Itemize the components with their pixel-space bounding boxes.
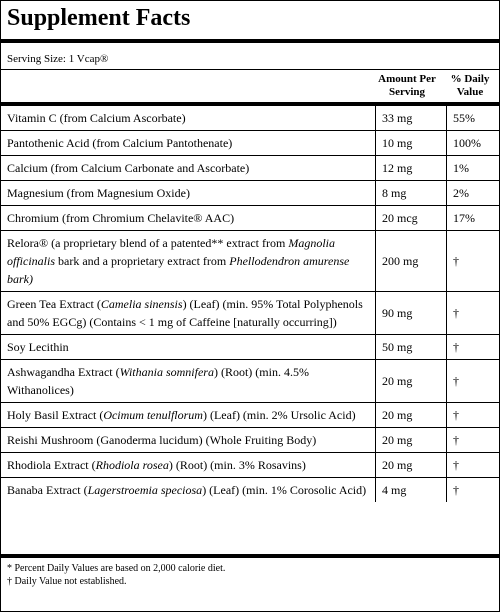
- amount-cell: 20 mg: [376, 453, 447, 478]
- ingredient-name-segment: Rhodiola rosea: [95, 458, 169, 472]
- daily-value-cell: 1%: [447, 156, 500, 181]
- daily-value-cell: †: [447, 292, 500, 335]
- ingredient-name: [1, 478, 376, 503]
- ingredient-name-segment: Ocimum tenulflorum: [103, 408, 203, 422]
- header-amount: Amount Per Serving: [378, 73, 436, 98]
- ingredient-name-segment: Chromium (from Chromium Chelavite® AAC): [7, 211, 235, 225]
- ingredient-name-segment: ) (Root) (min. 4.5% Withanolices): [7, 365, 309, 397]
- header-daily-value: % Daily Value: [450, 73, 490, 98]
- ingredient-name: [1, 335, 376, 360]
- amount-cell: 8 mg: [376, 181, 447, 206]
- table-row: [1, 181, 499, 206]
- daily-value-cell: †: [447, 428, 500, 453]
- ingredient-name-segment: Magnolia officinalis: [7, 236, 336, 268]
- ingredient-name-segment: Withania somnifera: [119, 365, 214, 379]
- daily-value-cell: 2%: [447, 181, 500, 206]
- table-row: [1, 428, 499, 453]
- ingredient-name-segment: Green Tea Extract (: [7, 297, 101, 311]
- daily-value-cell: 55%: [447, 106, 500, 131]
- amount-cell: 90 mg: [376, 292, 447, 335]
- table-row: [1, 403, 499, 428]
- amount-cell: 50 mg: [376, 335, 447, 360]
- ingredient-name: [1, 106, 376, 131]
- daily-value-cell: †: [447, 335, 500, 360]
- table-row: [1, 453, 499, 478]
- ingredient-name-segment: ) (Leaf) (min. 2% Ursolic Acid): [202, 408, 356, 422]
- table-row: [1, 131, 499, 156]
- ingredient-name-segment: Calcium (from Calcium Carbonate and Ascorbate): [7, 161, 250, 175]
- amount-cell: 33 mg: [376, 106, 447, 131]
- table-row: [1, 335, 499, 360]
- ingredient-name-segment: Holy Basil Extract (: [7, 408, 104, 422]
- ingredient-name-segment: ) (Leaf) (min. 95% Total Polyphenols and 50% EGCg) (Contains < 1 mg of Caffeine [naturally occurring]): [7, 297, 363, 329]
- table-row: [1, 106, 499, 131]
- table-row: [1, 292, 499, 335]
- ingredient-name: [1, 156, 376, 181]
- table-row: [1, 231, 499, 292]
- ingredient-name: [1, 181, 376, 206]
- ingredient-name: [1, 453, 376, 478]
- table-row: [1, 360, 499, 403]
- ingredient-name-segment: ) (Root) (min. 3% Rosavins): [168, 458, 306, 472]
- ingredient-name: [1, 231, 376, 292]
- daily-value-cell: †: [447, 453, 500, 478]
- daily-value-cell: †: [447, 360, 500, 403]
- footnote-daily-values: * Percent Daily Values are based on 2,000 calorie diet.: [7, 563, 226, 574]
- title-divider: [1, 39, 499, 43]
- ingredient-name: [1, 403, 376, 428]
- ingredient-name: [1, 131, 376, 156]
- serving-size: Serving Size: 1 Vcap®: [7, 53, 109, 65]
- ingredient-name-segment: Relora® (a proprietary blend of a patented** extract from: [7, 236, 289, 250]
- ingredient-name-segment: Pantothenic Acid (from Calcium Pantothenate): [7, 136, 233, 150]
- daily-value-cell: †: [447, 478, 500, 503]
- ingredient-name-segment: bark and a proprietary extract from: [55, 254, 230, 268]
- ingredient-name: [1, 428, 376, 453]
- ingredient-name-segment: Rhodiola Extract (: [7, 458, 96, 472]
- ingredient-name-segment: Ashwagandha Extract (: [7, 365, 120, 379]
- footnotes: [7, 562, 225, 588]
- daily-value-cell: †: [447, 231, 500, 292]
- ingredient-name-segment: Banaba Extract (: [7, 483, 88, 497]
- daily-value-cell: 100%: [447, 131, 500, 156]
- amount-cell: 20 mg: [376, 428, 447, 453]
- facts-table: [1, 106, 499, 502]
- footer-divider: [1, 554, 499, 558]
- ingredient-name: [1, 206, 376, 231]
- amount-cell: 4 mg: [376, 478, 447, 503]
- amount-cell: 10 mg: [376, 131, 447, 156]
- daily-value-cell: 17%: [447, 206, 500, 231]
- ingredient-name-segment: ) (Leaf) (min. 1% Corosolic Acid): [202, 483, 367, 497]
- amount-cell: 20 mg: [376, 360, 447, 403]
- amount-cell: 12 mg: [376, 156, 447, 181]
- panel-title: Supplement Facts: [7, 5, 191, 31]
- serving-divider: [1, 69, 499, 70]
- ingredient-name: [1, 292, 376, 335]
- ingredient-name-segment: Lagerstroemia speciosa: [87, 483, 203, 497]
- daily-value-cell: †: [447, 403, 500, 428]
- ingredient-name-segment: Vitamin C (from Calcium Ascorbate): [7, 111, 186, 125]
- amount-cell: 20 mg: [376, 403, 447, 428]
- ingredient-name-segment: Reishi Mushroom (Ganoderma lucidum) (Whole Fruiting Body): [7, 433, 317, 447]
- ingredient-name-segment: Phellodendron amurense bark): [7, 254, 350, 286]
- ingredient-name-segment: Magnesium (from Magnesium Oxide): [7, 186, 190, 200]
- table-row: [1, 156, 499, 181]
- footnote-not-established: † Daily Value not established.: [7, 576, 127, 587]
- ingredient-name-segment: Soy Lecithin: [7, 340, 69, 354]
- amount-cell: 20 mcg: [376, 206, 447, 231]
- ingredient-name: [1, 360, 376, 403]
- amount-cell: 200 mg: [376, 231, 447, 292]
- ingredient-name-segment: Camelia sinensis: [100, 297, 183, 311]
- table-row: [1, 206, 499, 231]
- table-row: [1, 478, 499, 503]
